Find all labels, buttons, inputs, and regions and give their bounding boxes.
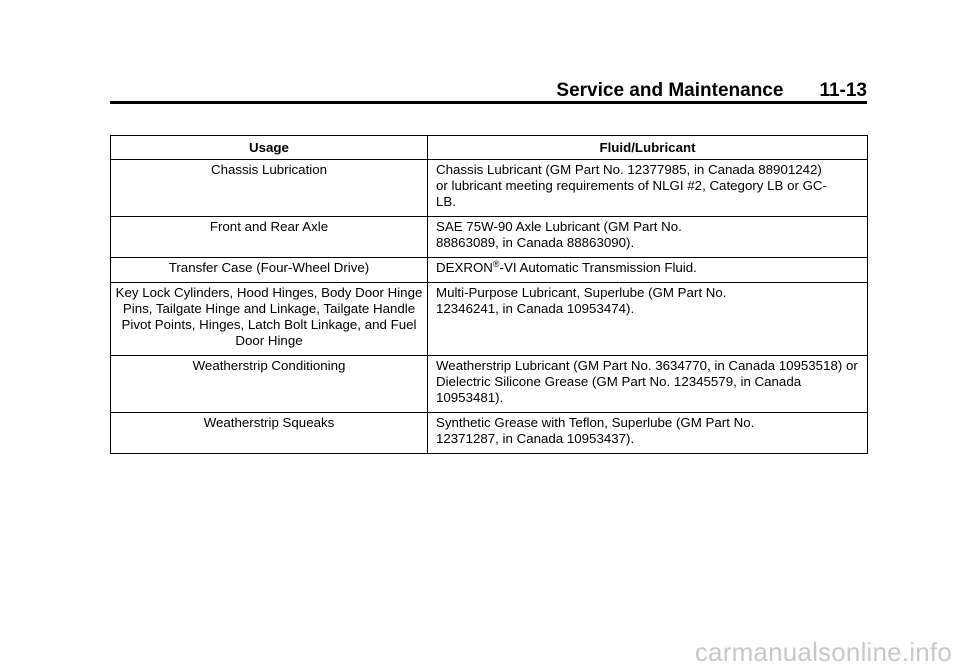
header-rule	[110, 101, 867, 104]
fluid-brand: DEXRON	[436, 260, 493, 275]
column-header-fluid: Fluid/Lubricant	[428, 136, 868, 160]
table-row	[111, 160, 868, 217]
table-row	[111, 258, 868, 283]
usage-cell: Weatherstrip Squeaks	[111, 413, 428, 454]
fluid-cell	[428, 258, 868, 283]
fluid-cell: Weatherstrip Lubricant (GM Part No. 3634770, in Canada 10953518) or Dielectric Silicone Grease (GM Part No. 12345579, in Canada 10953481).	[428, 356, 868, 413]
watermark: carmanualsonline.info	[694, 637, 952, 667]
registered-mark: ®	[492, 259, 500, 269]
table-row	[111, 413, 868, 454]
fluid-cell: SAE 75W-90 Axle Lubricant (GM Part No. 88863089, in Canada 88863090).	[428, 217, 868, 258]
fluid-cell: Multi-Purpose Lubricant, Superlube (GM Part No. 12346241, in Canada 10953474).	[428, 283, 868, 356]
fluids-lubricants-table	[110, 135, 868, 454]
usage-cell: Chassis Lubrication	[111, 160, 428, 217]
usage-cell: Weatherstrip Conditioning	[111, 356, 428, 413]
table-row	[111, 356, 868, 413]
table-row	[111, 283, 868, 356]
table-row	[111, 217, 868, 258]
fluid-cell: Synthetic Grease with Teflon, Superlube (GM Part No. 12371287, in Canada 10953437).	[428, 413, 868, 454]
table-header-row	[111, 136, 868, 160]
usage-cell: Transfer Case (Four-Wheel Drive)	[111, 258, 428, 283]
fluid-cell: Chassis Lubricant (GM Part No. 12377985, in Canada 88901242) or lubricant meeting requirements of NLGI #2, Category LB or GC-LB.	[428, 160, 868, 217]
section-title: Service and Maintenance	[556, 80, 784, 101]
usage-cell: Key Lock Cylinders, Hood Hinges, Body Door Hinge Pins, Tailgate Hinge and Linkage, Tailgate Handle Pivot Points, Hinges, Latch Bolt Linkage, and Fuel Door Hinge	[111, 283, 428, 356]
column-header-usage: Usage	[111, 136, 428, 160]
page-number: 11-13	[819, 80, 867, 101]
usage-cell: Front and Rear Axle	[111, 217, 428, 258]
fluid-description: -VI Automatic Transmission Fluid.	[499, 260, 697, 275]
